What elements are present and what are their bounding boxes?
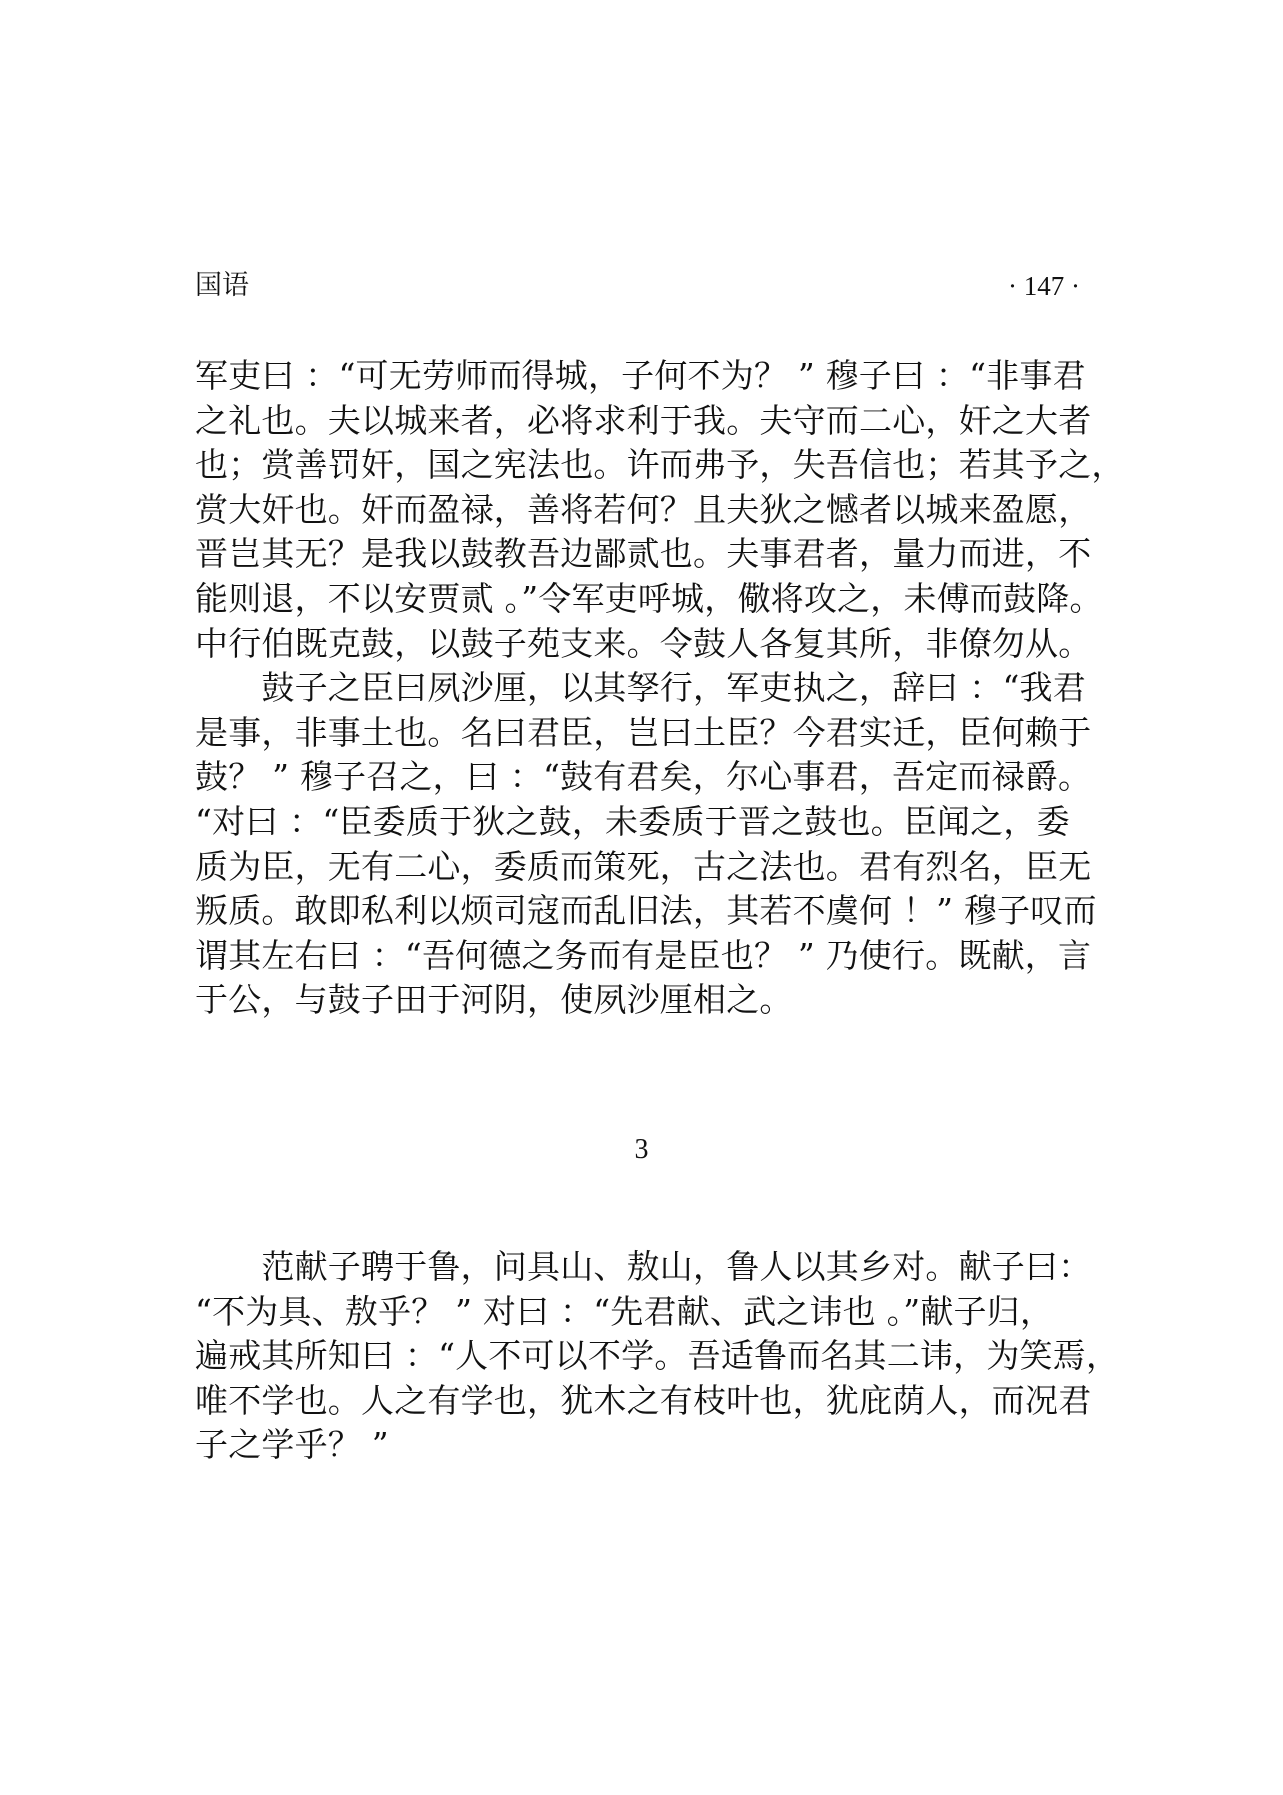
text-line: 鼓？ ” 穆子召之，曰 ：“鼓有君矣，尔心事君，吾定而禄爵。: [195, 757, 1092, 797]
text-line: 唯不学也。人之有学也，犹木之有枝叶也，犹庇荫人，而况君: [195, 1380, 1092, 1420]
section-number: 3: [634, 1134, 649, 1165]
text-line: 中行伯既克鼓，以鼓子苑支来。令鼓人各复其所，非僚勿从。: [195, 623, 1092, 663]
text-line: 晋岂其无？是我以鼓教吾边鄙贰也。夫事君者，量力而进，不: [195, 534, 1092, 574]
book-title: 国语: [195, 270, 249, 301]
text-block-1: [195, 354, 1125, 1023]
text-line: 于公，与鼓子田于河阴，使夙沙厘相之。: [195, 980, 793, 1020]
text-line: 遍戒其所知曰 ：“人不可以不学。吾适鲁而名其二讳，为笑焉，: [195, 1336, 1120, 1376]
page-header: [195, 266, 1080, 306]
text-line: 之礼也。夫以城来者，必将求利于我。夫守而二心，奸之大者: [195, 400, 1092, 440]
text-line: 叛质。敢即私利以烦司寇而乱旧法，其若不虞何 ！” 穆子叹而: [195, 891, 1097, 931]
text-line: 赏大奸也。奸而盈禄，善将若何？且夫狄之憾者以城来盈愿，: [195, 489, 1092, 529]
text-line: 能则退，不以安贾贰 。”令军吏呼城，儆将攻之，未傅而鼓降。: [195, 578, 1103, 618]
text-block-2: [195, 1245, 1120, 1468]
text-line: 军吏曰 ：“可无劳师而得城，子何不为？ ” 穆子曰 ：“非事君: [195, 356, 1086, 395]
text-line: “不为具、敖乎？ ” 对曰 ：“先君献、武之讳也 。”献子归，: [195, 1291, 1054, 1331]
text-line: 也；赏善罚奸，国之宪法也。许而弗予，失吾信也；若其予之，: [195, 445, 1125, 485]
text-line: 子之学乎？ ”: [195, 1425, 389, 1465]
text-line: 质为臣，无有二心，委质而策死，古之法也。君有烈名，臣无: [195, 846, 1092, 886]
text-line: 鼓子之臣曰夙沙厘，以其孥行，军吏执之，辞曰 ：“我君: [195, 668, 1086, 708]
text-line: “对曰 ：“臣委质于狄之鼓，未委质于晋之鼓也。臣闻之，委: [195, 801, 1070, 841]
page-number: · 147 ·: [1008, 271, 1080, 301]
text-line: 范献子聘于鲁，问具山、敖山，鲁人以其乡对。献子曰：: [195, 1247, 1092, 1286]
text-line: 是事，非事土也。名曰君臣，岂曰土臣？今君实迁，臣何赖于: [195, 712, 1092, 752]
text-line: 谓其左右曰 ：“吾何德之务而有是臣也？ ” 乃使行。既献，言: [195, 935, 1092, 975]
